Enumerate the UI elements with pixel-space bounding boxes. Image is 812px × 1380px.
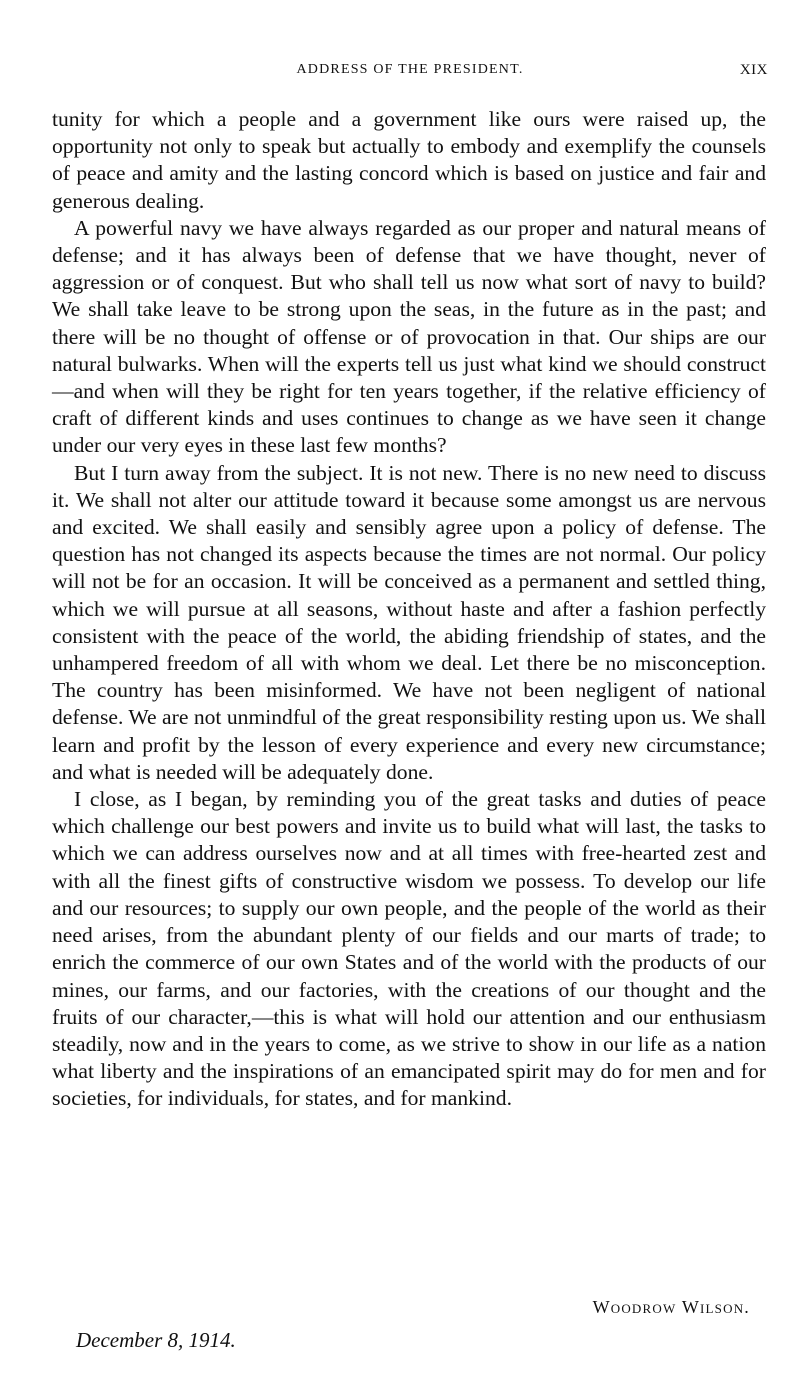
signature: Woodrow Wilson. — [592, 1297, 750, 1317]
paragraph-closing: I close, as I began, by reminding you of the great tasks and duties of peace which challenge our best powers and invite us to build what will last, the tasks to which we can address ourselves now and at all times with free-hearted zest and with all the finest gifts of constructive wisdom we possess. To develop our life and our resources; to supply our own people, and the people of the world as their need arises, from the abundant plenty of our fields and our marts of trade; to enrich the commerce of our own States and of the world with the products of our mines, our farms, and our factories, with the creations of our thought and the fruits of our character,—this is what will hold our attention and our enthusiasm steadily, now and in the years to come, as we strive to show in our life as a nation what liberty and the inspirations of an emancipated spirit may do for men and for societies, for individuals, for states, and for mankind. — [52, 787, 766, 1111]
page-number: XIX — [739, 62, 768, 78]
paragraph-navy: A powerful navy we have always regarded as our proper and natural means of defense; and it has always been of defense that we have thought, never of aggression or of conquest. But who shall tell us now what sort of navy to build? We shall take leave to be strong upon the seas, in the future as in the past; and there will be no thought of offense or of provocation in that. Our ships are our natural bulwarks. When will the experts tell us just what kind we should construct—and when will they be right for ten years together, if the relative efficiency of craft of different kinds and uses continues to change as we have seen it change under our very eyes in these last few months? — [52, 215, 766, 458]
paragraph-defense-policy: But I turn away from the subject. It is not new. There is no new need to discuss it. We shall not alter our attitude toward it because some amongst us are nervous and excited. We shall easily and sensibly agree upon a policy of defense. The question has not changed its aspects because the times are not normal. Our policy will not be for an occasion. It will be conceived as a permanent and settled thing, which we will pursue at all seasons, without haste and after a fashion perfectly consistent with the peace of the world, the abiding friendship of states, and the unhampered freedom of all with whom we deal. Let there be no misconception. The country has been misinformed. We have not been negligent of national defense. We are not unmindful of the great responsibility resting upon us. We shall learn and profit by the lesson of every experience and every new circumstance; and what is needed will be adequately done. — [52, 460, 766, 784]
dateline: December 8, 1914. — [76, 1328, 236, 1352]
paragraph-continued: tunity for which a people and a government like ours were raised up, the opportunity not only to speak but actually to embody and exemplify the counsels of peace and amity and the lasting concord which is based on justice and fair and generous dealing. — [52, 107, 766, 213]
running-title: ADDRESS OF THE PRESIDENT. — [296, 62, 524, 77]
body-text — [52, 106, 766, 1113]
running-head — [52, 62, 768, 86]
